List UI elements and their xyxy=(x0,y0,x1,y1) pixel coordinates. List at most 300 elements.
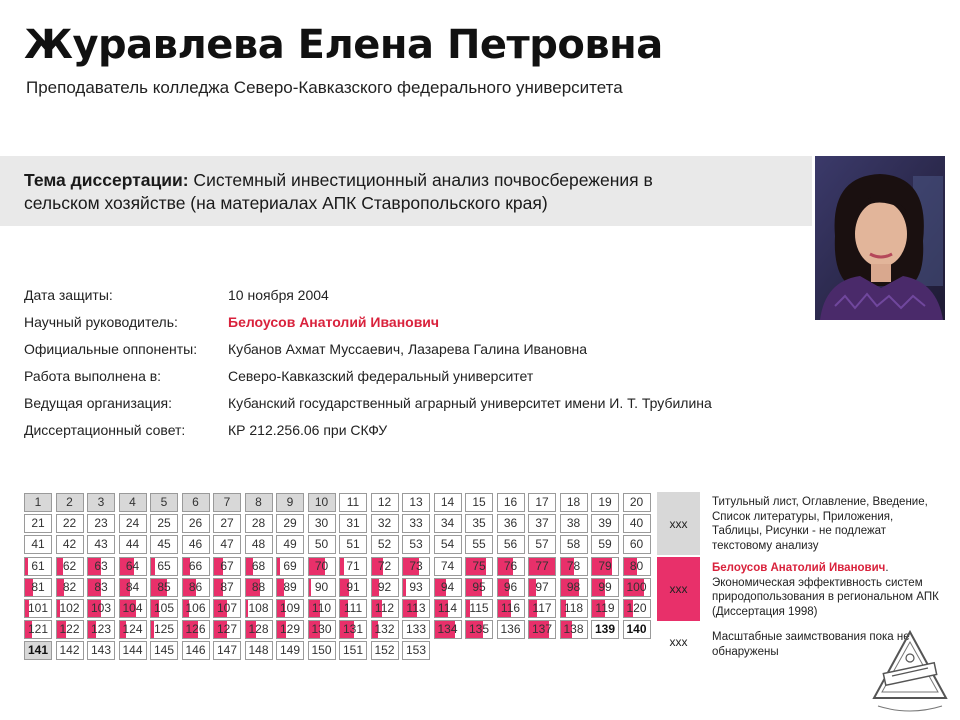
page-cell[interactable] xyxy=(623,493,651,512)
page-number: 106 xyxy=(185,601,206,615)
page-number: 3 xyxy=(97,495,105,509)
page-cell[interactable] xyxy=(276,493,304,512)
page-cell[interactable] xyxy=(213,557,241,576)
portrait-photo xyxy=(815,156,945,320)
topic-label: Тема диссертации: xyxy=(24,170,189,190)
page-number: 71 xyxy=(346,558,360,573)
page-cell[interactable] xyxy=(245,493,273,512)
page-cell[interactable] xyxy=(87,557,115,576)
page-number: 2 xyxy=(66,495,73,509)
page-number: 114 xyxy=(437,601,458,615)
page-number: 67 xyxy=(220,558,234,573)
page-number: 1 xyxy=(34,495,42,509)
page-number: 9 xyxy=(286,495,294,509)
page-cell[interactable] xyxy=(497,557,525,576)
page-cell[interactable] xyxy=(213,493,241,512)
page-cell[interactable] xyxy=(339,493,367,512)
detail-row xyxy=(24,308,712,335)
page-number: 90 xyxy=(314,579,329,594)
page-number: 94 xyxy=(440,579,455,594)
page-cell[interactable] xyxy=(182,493,210,512)
page-number: 151 xyxy=(342,643,364,658)
page-cell[interactable] xyxy=(560,599,588,618)
page-cell[interactable] xyxy=(623,599,651,618)
page-number: 93 xyxy=(409,579,423,594)
page-number: 100 xyxy=(626,579,647,594)
page-cell[interactable] xyxy=(245,578,273,597)
page-cell[interactable] xyxy=(434,514,462,533)
page-number: 119 xyxy=(595,601,615,615)
page-number: 99 xyxy=(598,579,612,594)
page-number: 66 xyxy=(188,558,203,573)
page-number: 137 xyxy=(531,622,553,637)
page-cell[interactable] xyxy=(560,557,588,576)
page-number: 77 xyxy=(535,558,549,573)
page-number: 5 xyxy=(160,495,168,509)
page-cell[interactable] xyxy=(528,620,556,639)
page-number: 83 xyxy=(94,579,108,594)
dissertation-details xyxy=(24,281,712,443)
page-cell[interactable] xyxy=(213,620,241,639)
page-number: 51 xyxy=(346,537,360,552)
detail-label: Ведущая организация: xyxy=(24,394,172,411)
page-cell[interactable] xyxy=(87,620,115,639)
page-number: 61 xyxy=(31,558,45,573)
page-cell[interactable] xyxy=(24,578,52,597)
page-cell[interactable] xyxy=(560,493,588,512)
page-number: 108 xyxy=(248,601,269,615)
page-number: 139 xyxy=(594,622,616,637)
page-cell[interactable] xyxy=(371,599,399,618)
page-cell[interactable] xyxy=(150,493,178,512)
page-cell[interactable] xyxy=(182,535,210,554)
page-cell[interactable] xyxy=(402,599,430,618)
page-cell[interactable] xyxy=(434,578,462,597)
page-cell[interactable] xyxy=(276,514,304,533)
page-cell[interactable] xyxy=(182,557,210,576)
legend-text-clean: Масштабные заимствования пока не обнаружены xyxy=(712,631,910,658)
page-number: 52 xyxy=(377,537,392,552)
page-cell[interactable] xyxy=(119,514,147,533)
page-number: 116 xyxy=(500,601,521,615)
page-cell[interactable] xyxy=(119,620,147,639)
page-cell[interactable] xyxy=(245,557,273,576)
page-number: 122 xyxy=(59,622,80,637)
page-cell[interactable] xyxy=(56,514,84,533)
page-cell[interactable] xyxy=(465,493,493,512)
page-cell[interactable] xyxy=(465,557,493,576)
page-number: 8 xyxy=(255,495,262,509)
detail-row xyxy=(24,281,712,308)
page-number: 73 xyxy=(409,558,423,573)
page-cell[interactable] xyxy=(119,493,147,512)
page-cell[interactable] xyxy=(150,557,178,576)
page-cell[interactable] xyxy=(371,557,399,576)
page-number: 45 xyxy=(157,537,171,552)
page-number: 142 xyxy=(59,643,80,658)
page-cell[interactable] xyxy=(24,514,52,533)
page-cell[interactable] xyxy=(119,641,147,660)
page-cell[interactable] xyxy=(119,578,147,597)
page-number: 42 xyxy=(62,537,77,552)
page-cell[interactable] xyxy=(119,535,147,554)
page-number: 41 xyxy=(31,537,45,552)
page-number: 13 xyxy=(409,495,423,509)
page-number: 20 xyxy=(629,495,644,509)
page-cell[interactable] xyxy=(528,514,556,533)
page-cell[interactable] xyxy=(308,578,336,597)
page-number: 16 xyxy=(503,495,518,509)
page-cell[interactable] xyxy=(591,514,619,533)
page-cell[interactable] xyxy=(276,557,304,576)
page-number: 72 xyxy=(377,558,392,573)
page-number: 25 xyxy=(157,516,171,531)
page-number: 6 xyxy=(192,495,199,509)
page-number: 104 xyxy=(122,601,143,615)
page-number: 95 xyxy=(472,579,486,594)
page-number: 65 xyxy=(157,558,171,573)
page-cell[interactable] xyxy=(402,514,430,533)
page-cell[interactable] xyxy=(434,557,462,576)
page-cell[interactable] xyxy=(497,535,525,554)
page-cell[interactable] xyxy=(56,578,84,597)
page-cell[interactable] xyxy=(213,514,241,533)
page-cell[interactable] xyxy=(308,620,336,639)
page-cell[interactable] xyxy=(497,514,525,533)
page-number: 28 xyxy=(251,516,266,531)
page-cell[interactable] xyxy=(182,599,210,618)
page-number: 130 xyxy=(311,622,332,637)
page-number: 91 xyxy=(346,579,360,594)
page-cell[interactable] xyxy=(497,599,525,618)
page-cell[interactable] xyxy=(308,493,336,512)
page-number: 23 xyxy=(94,516,108,531)
page-cell[interactable] xyxy=(24,535,52,554)
page-cell[interactable] xyxy=(465,514,493,533)
page-number: 102 xyxy=(59,601,80,615)
page-cell[interactable] xyxy=(339,620,367,639)
page-cell[interactable] xyxy=(276,641,304,660)
page-number: 143 xyxy=(90,643,112,658)
detail-row xyxy=(24,416,712,443)
page-cell[interactable] xyxy=(434,599,462,618)
page-cell[interactable] xyxy=(591,557,619,576)
page-cell[interactable] xyxy=(308,535,336,554)
page-cell[interactable] xyxy=(150,578,178,597)
page-cell[interactable] xyxy=(24,557,52,576)
page-cell[interactable] xyxy=(528,493,556,512)
page-number: 149 xyxy=(279,643,301,658)
page-number: 24 xyxy=(125,516,140,531)
detail-label: Официальные оппоненты: xyxy=(24,340,198,357)
dissernet-logo xyxy=(870,628,950,716)
page-number: 132 xyxy=(374,622,395,637)
page-cell[interactable] xyxy=(150,599,178,618)
page-cell[interactable] xyxy=(213,535,241,554)
page-cell[interactable] xyxy=(623,535,651,554)
page-number: 109 xyxy=(279,601,301,615)
page-cell[interactable] xyxy=(497,493,525,512)
page-number: 34 xyxy=(440,516,455,531)
page-number: 30 xyxy=(314,516,329,531)
page-number: 78 xyxy=(566,558,581,573)
page-number: 69 xyxy=(283,558,297,573)
page-cell[interactable] xyxy=(371,535,399,554)
page-number: 84 xyxy=(125,579,140,594)
page-number: 129 xyxy=(279,622,301,637)
page-number: 97 xyxy=(535,579,549,594)
page-cell[interactable] xyxy=(339,599,367,618)
legend-source-author: Белоусов Анатолий Иванович xyxy=(712,562,886,574)
page-number: 118 xyxy=(563,601,584,615)
page-cell[interactable] xyxy=(182,641,210,660)
page-cell[interactable] xyxy=(623,557,651,576)
page-number: 144 xyxy=(122,643,143,658)
page-number: 136 xyxy=(500,622,521,637)
page-number: 147 xyxy=(216,643,238,658)
page-cell[interactable] xyxy=(245,514,273,533)
detail-value: Кубанов Ахмат Муссаевич, Лазарева Галина Ивановна xyxy=(228,340,588,357)
page-number: 87 xyxy=(220,579,234,594)
legend-box-borrowed: xxx xyxy=(657,557,700,621)
page-number: 120 xyxy=(626,601,647,615)
page-number: 141 xyxy=(27,643,49,658)
page-cell[interactable] xyxy=(591,493,619,512)
page-cell[interactable] xyxy=(308,557,336,576)
page-cell[interactable] xyxy=(150,641,178,660)
person-position: Преподаватель колледжа Северо-Кавказского федерального университета xyxy=(26,78,623,97)
legend-box-clean: xxx xyxy=(657,623,700,661)
page-number: 145 xyxy=(153,643,175,658)
page-cell[interactable] xyxy=(213,578,241,597)
page-cell[interactable] xyxy=(24,599,52,618)
page-cell[interactable] xyxy=(213,641,241,660)
page-number: 115 xyxy=(469,601,489,615)
page-number: 82 xyxy=(62,579,77,594)
dissertation-topic xyxy=(24,169,724,215)
page-cell[interactable] xyxy=(245,641,273,660)
page-cell[interactable] xyxy=(560,514,588,533)
page-number: 15 xyxy=(472,495,486,509)
page-number: 54 xyxy=(440,537,455,552)
page-number: 89 xyxy=(283,579,297,594)
page-cell[interactable] xyxy=(591,599,619,618)
page-cell[interactable] xyxy=(276,599,304,618)
page-number: 146 xyxy=(185,643,206,658)
page-cell[interactable] xyxy=(591,535,619,554)
page-number: 44 xyxy=(125,537,140,552)
page-cell[interactable] xyxy=(465,620,493,639)
page-number: 85 xyxy=(157,579,171,594)
page-number: 59 xyxy=(598,537,612,552)
page-number: 101 xyxy=(27,601,49,615)
page-number: 31 xyxy=(346,516,360,531)
page-cell[interactable] xyxy=(56,557,84,576)
page-cell[interactable] xyxy=(528,557,556,576)
page-number: 140 xyxy=(626,622,647,637)
page-number: 36 xyxy=(503,516,518,531)
page-number: 153 xyxy=(405,643,427,658)
page-cell[interactable] xyxy=(56,620,84,639)
page-number: 76 xyxy=(503,558,518,573)
page-cell[interactable] xyxy=(150,535,178,554)
page-cell[interactable] xyxy=(497,578,525,597)
page-number: 4 xyxy=(129,495,136,509)
page-cell[interactable] xyxy=(56,493,84,512)
page-number: 81 xyxy=(31,579,45,594)
page-cell[interactable] xyxy=(465,535,493,554)
page-cell[interactable] xyxy=(87,599,115,618)
detail-value[interactable]: Белоусов Анатолий Иванович xyxy=(228,313,440,330)
page-number: 79 xyxy=(598,558,612,573)
page-cell[interactable] xyxy=(182,578,210,597)
page-cell[interactable] xyxy=(276,620,304,639)
page-cell[interactable] xyxy=(182,620,210,639)
page-cell[interactable] xyxy=(371,620,399,639)
page-number: 11 xyxy=(346,495,360,509)
page-cell[interactable] xyxy=(87,493,115,512)
page-cell[interactable] xyxy=(56,641,84,660)
page-cell[interactable] xyxy=(623,620,651,639)
page-number: 17 xyxy=(535,495,549,509)
page-cell[interactable] xyxy=(213,599,241,618)
page-cell[interactable] xyxy=(371,641,399,660)
page-number: 75 xyxy=(472,558,486,573)
page-cell[interactable] xyxy=(465,599,493,618)
page-cell[interactable] xyxy=(402,557,430,576)
page-number: 92 xyxy=(377,579,392,594)
page-cell[interactable] xyxy=(339,641,367,660)
page-cell[interactable] xyxy=(339,514,367,533)
page-number: 103 xyxy=(90,601,112,615)
person-name: Журавлева Елена Петровна xyxy=(24,22,663,68)
detail-value: Кубанский государственный аграрный университет имени И. Т. Трубилина xyxy=(228,394,712,411)
detail-value: Северо-Кавказский федеральный университет xyxy=(228,367,534,384)
detail-value: КР 212.256.06 при СКФУ xyxy=(228,421,388,438)
page-cell[interactable] xyxy=(150,620,178,639)
detail-row xyxy=(24,335,712,362)
page-cell[interactable] xyxy=(276,535,304,554)
page-cell[interactable] xyxy=(56,535,84,554)
page-cell[interactable] xyxy=(560,620,588,639)
page-number: 26 xyxy=(188,516,203,531)
page-cell[interactable] xyxy=(87,535,115,554)
page-number: 29 xyxy=(283,516,297,531)
page-cell[interactable] xyxy=(87,641,115,660)
page-cell[interactable] xyxy=(402,535,430,554)
page-cell[interactable] xyxy=(308,514,336,533)
page-cell[interactable] xyxy=(560,578,588,597)
page-cell[interactable] xyxy=(245,535,273,554)
page-number: 48 xyxy=(251,537,266,552)
detail-row xyxy=(24,362,712,389)
page-number: 32 xyxy=(377,516,392,531)
page-number: 63 xyxy=(94,558,108,573)
page-cell[interactable] xyxy=(371,514,399,533)
page-number: 126 xyxy=(185,622,206,637)
detail-label: Работа выполнена в: xyxy=(24,367,162,384)
page-number: 21 xyxy=(31,516,45,531)
page-cell[interactable] xyxy=(308,599,336,618)
page-cell[interactable] xyxy=(402,620,430,639)
page-number: 111 xyxy=(343,601,363,615)
page-number: 14 xyxy=(440,495,455,509)
page-number: 148 xyxy=(248,643,269,658)
page-cell[interactable] xyxy=(24,620,52,639)
page-number: 110 xyxy=(311,601,332,615)
page-number: 55 xyxy=(472,537,486,552)
page-cell[interactable] xyxy=(24,641,52,660)
page-cell[interactable] xyxy=(591,578,619,597)
page-cell[interactable] xyxy=(402,493,430,512)
page-number: 49 xyxy=(283,537,297,552)
page-number: 131 xyxy=(342,622,364,637)
page-cell[interactable] xyxy=(402,641,430,660)
page-number: 40 xyxy=(629,516,644,531)
page-number: 150 xyxy=(311,643,332,658)
page-cell[interactable] xyxy=(87,578,115,597)
page-cell[interactable] xyxy=(560,535,588,554)
page-cell[interactable] xyxy=(434,493,462,512)
page-cell[interactable] xyxy=(276,578,304,597)
page-cell[interactable] xyxy=(591,620,619,639)
page-number: 37 xyxy=(535,516,549,531)
detail-row xyxy=(24,389,712,416)
page-number: 38 xyxy=(566,516,581,531)
page-cell[interactable] xyxy=(339,578,367,597)
page-number: 88 xyxy=(251,579,266,594)
page-cell[interactable] xyxy=(371,578,399,597)
page-number: 113 xyxy=(406,601,426,615)
page-cell[interactable] xyxy=(245,599,273,618)
page-number: 128 xyxy=(248,622,269,637)
page-cell[interactable] xyxy=(371,493,399,512)
legend-text-borrowed xyxy=(712,561,944,619)
page-cell[interactable] xyxy=(623,514,651,533)
page-number: 64 xyxy=(125,558,140,573)
page-cell[interactable] xyxy=(528,599,556,618)
page-cell[interactable] xyxy=(24,493,52,512)
page-cell[interactable] xyxy=(528,578,556,597)
page-cell[interactable] xyxy=(339,557,367,576)
page-number: 121 xyxy=(27,622,49,637)
page-number: 50 xyxy=(314,537,329,552)
page-number: 134 xyxy=(437,622,458,637)
page-cell[interactable] xyxy=(56,599,84,618)
page-cell[interactable] xyxy=(182,514,210,533)
page-number: 127 xyxy=(216,622,238,637)
page-number: 27 xyxy=(220,516,234,531)
page-cell[interactable] xyxy=(434,620,462,639)
page-number: 112 xyxy=(374,601,395,615)
page-cell[interactable] xyxy=(87,514,115,533)
page-cell[interactable] xyxy=(434,535,462,554)
page-cell[interactable] xyxy=(465,578,493,597)
page-number: 60 xyxy=(629,537,644,552)
page-cell[interactable] xyxy=(497,620,525,639)
page-number: 10 xyxy=(314,495,329,509)
page-cell[interactable] xyxy=(308,641,336,660)
page-cell[interactable] xyxy=(339,535,367,554)
page-cell[interactable] xyxy=(119,557,147,576)
page-cell[interactable] xyxy=(150,514,178,533)
page-cell[interactable] xyxy=(119,599,147,618)
page-number: 53 xyxy=(409,537,423,552)
page-cell[interactable] xyxy=(623,578,651,597)
page-cell[interactable] xyxy=(528,535,556,554)
page-cell[interactable] xyxy=(402,578,430,597)
page-cell[interactable] xyxy=(245,620,273,639)
